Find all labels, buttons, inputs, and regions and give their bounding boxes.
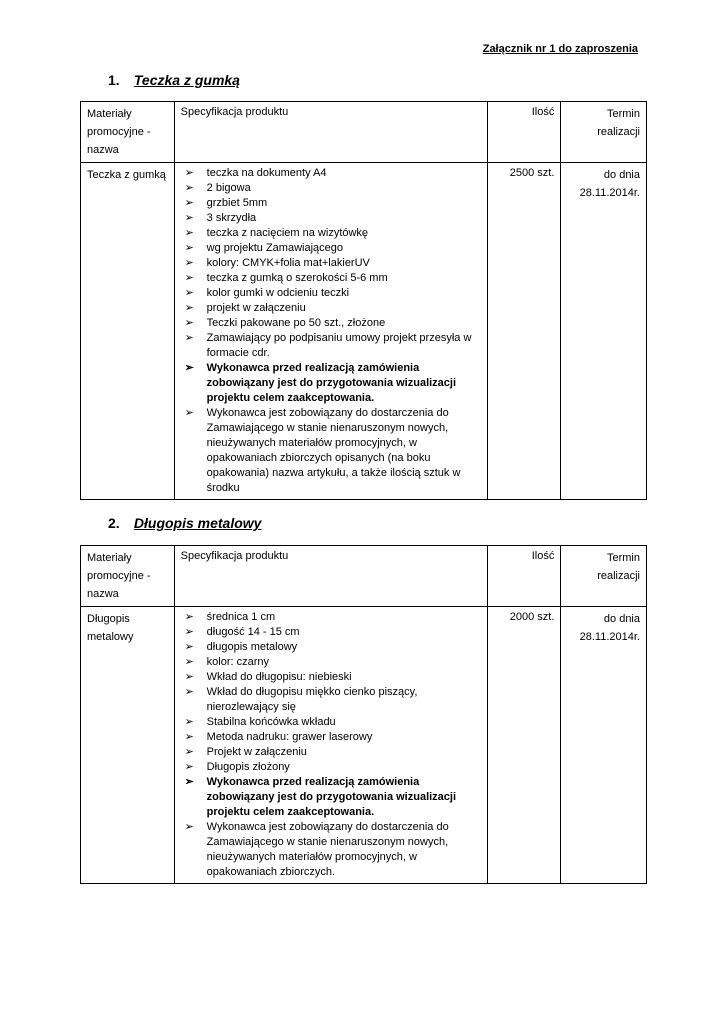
list-item [181, 610, 481, 625]
header-term-line: realizacji [597, 126, 640, 138]
spec-table-1 [80, 101, 647, 500]
product-qty-cell: 2500 szt. [487, 163, 561, 500]
list-item [181, 211, 481, 226]
list-item-text: Wykonawca przed realizacją zamówienia zobowiązany jest do przygotowania wizualizacji projektu celem zaakceptowania. [206, 776, 457, 818]
product-name-line: metalowy [87, 631, 134, 643]
arrowhead-bullet-icon: ➢ [184, 362, 194, 374]
table-header-row [81, 102, 647, 163]
header-spec-cell: Specyfikacja produktu [174, 102, 487, 163]
term-line: 28.11.2014r. [579, 187, 640, 199]
arrowhead-bullet-icon: ➢ [184, 776, 194, 788]
list-item-text: Zamawiający po podpisaniu umowy projekt przesyła w formacie cdr. [206, 332, 472, 359]
header-term-cell [561, 546, 647, 607]
list-item-text: kolor gumki w odcieniu teczki [206, 287, 350, 299]
list-item [181, 625, 481, 640]
arrowhead-bullet-icon: ➢ [184, 182, 194, 194]
section-heading-2 [108, 515, 261, 531]
table-row [81, 163, 647, 500]
section-title: Długopis metalowy [133, 515, 262, 531]
list-item-text: teczka z nacięciem na wizytówkę [206, 227, 369, 239]
header-name-cell [81, 546, 175, 607]
spec-table-2 [80, 545, 647, 884]
list-item [181, 256, 481, 271]
list-item-text: Wkład do długopisu: niebieski [206, 671, 352, 683]
arrowhead-bullet-icon: ➢ [184, 212, 194, 224]
attachment-label: Załącznik nr 1 do zaproszenia [482, 43, 638, 55]
list-item-text: Teczki pakowane po 50 szt., złożone [206, 317, 386, 329]
list-item-text: teczka z gumką o szerokości 5-6 mm [206, 272, 388, 284]
arrowhead-bullet-icon: ➢ [184, 746, 194, 758]
product-term-cell [561, 163, 647, 500]
arrowhead-bullet-icon: ➢ [184, 167, 194, 179]
list-item-text: teczka na dokumenty A4 [206, 167, 327, 179]
arrowhead-bullet-icon: ➢ [184, 611, 194, 623]
header-name-line: promocyjne - [87, 570, 151, 582]
arrowhead-bullet-icon: ➢ [184, 317, 194, 329]
term-line: 28.11.2014r. [579, 631, 640, 643]
arrowhead-bullet-icon: ➢ [184, 332, 194, 344]
header-name-line: nazwa [87, 144, 119, 156]
header-name-line: promocyjne - [87, 126, 151, 138]
header-term-line: realizacji [597, 570, 640, 582]
list-item [181, 271, 481, 286]
list-item [181, 760, 481, 775]
header-term-line: Termin [606, 552, 640, 564]
list-item [181, 745, 481, 760]
list-item-text: Projekt w załączeniu [206, 746, 307, 758]
arrowhead-bullet-icon: ➢ [184, 716, 194, 728]
list-item-text: Wykonawca jest zobowiązany do dostarczenia do Zamawiającego w stanie nienaruszonym nowych, nieużywanych materiałów promocyjnych, w opakowaniach zbiorczych opisanych (na boku opakowania) nazwa artykułu, a także ilością sztuk w środku [206, 407, 461, 494]
list-item-text: 3 skrzydła [206, 212, 257, 224]
arrowhead-bullet-icon: ➢ [184, 287, 194, 299]
header-name-line: Materiały [87, 552, 132, 564]
product-name-cell: Teczka z gumką [81, 163, 175, 500]
spec-list [181, 166, 481, 496]
list-item-text: grzbiet 5mm [206, 197, 268, 209]
arrowhead-bullet-icon: ➢ [184, 626, 194, 638]
arrowhead-bullet-icon: ➢ [184, 821, 194, 833]
product-qty-cell: 2000 szt. [487, 607, 561, 884]
arrowhead-bullet-icon: ➢ [184, 641, 194, 653]
list-item-text: Metoda nadruku: grawer laserowy [206, 731, 373, 743]
header-spec-cell: Specyfikacja produktu [174, 546, 487, 607]
header-name-line: Materiały [87, 108, 132, 120]
product-name-cell [81, 607, 175, 884]
spec-list [181, 610, 481, 880]
list-item [181, 685, 481, 715]
table-header-row [81, 546, 647, 607]
list-item-text: Długopis złożony [206, 761, 290, 773]
list-item-text: długopis metalowy [206, 641, 298, 653]
list-item [181, 196, 481, 211]
header-qty-cell: Ilość [487, 102, 561, 163]
arrowhead-bullet-icon: ➢ [184, 197, 194, 209]
list-item [181, 331, 481, 361]
list-item [181, 640, 481, 655]
list-item-text: średnica 1 cm [206, 611, 276, 623]
list-item [181, 226, 481, 241]
product-spec-cell [174, 607, 487, 884]
list-item [181, 715, 481, 730]
list-item [181, 166, 481, 181]
header-name-cell [81, 102, 175, 163]
list-item [181, 406, 481, 496]
arrowhead-bullet-icon: ➢ [184, 656, 194, 668]
list-item-text: Wykonawca jest zobowiązany do dostarczenia do Zamawiającego w stanie nienaruszonym nowych, nieużywanych materiałów promocyjnych, w opakowaniach zbiorczych. [206, 821, 449, 878]
list-item [181, 286, 481, 301]
arrowhead-bullet-icon: ➢ [184, 761, 194, 773]
term-line: do dnia [603, 169, 640, 181]
arrowhead-bullet-icon: ➢ [184, 302, 194, 314]
list-item-text: długość 14 - 15 cm [206, 626, 300, 638]
arrowhead-bullet-icon: ➢ [184, 686, 194, 698]
header-term-cell [561, 102, 647, 163]
list-item-text: projekt w załączeniu [206, 302, 306, 314]
arrowhead-bullet-icon: ➢ [184, 242, 194, 254]
list-item-text: wg projektu Zamawiającego [206, 242, 344, 254]
arrowhead-bullet-icon: ➢ [184, 731, 194, 743]
header-qty-cell: Ilość [487, 546, 561, 607]
list-item [181, 655, 481, 670]
list-item [181, 301, 481, 316]
section-title: Teczka z gumką [133, 72, 240, 88]
list-item [181, 316, 481, 331]
product-name-line: Długopis [87, 613, 130, 625]
table-row [81, 607, 647, 884]
list-item [181, 670, 481, 685]
list-item-text: Wykonawca przed realizacją zamówienia zobowiązany jest do przygotowania wizualizacji projektu celem zaakceptowania. [206, 362, 457, 404]
list-item [181, 181, 481, 196]
arrowhead-bullet-icon: ➢ [184, 227, 194, 239]
arrowhead-bullet-icon: ➢ [184, 272, 194, 284]
arrowhead-bullet-icon: ➢ [184, 671, 194, 683]
term-line: do dnia [603, 613, 640, 625]
header-term-line: Termin [606, 108, 640, 120]
product-term-cell [561, 607, 647, 884]
list-item-text: 2 bigowa [206, 182, 251, 194]
product-spec-cell [174, 163, 487, 500]
list-item-text: Stabilna końcówka wkładu [206, 716, 336, 728]
arrowhead-bullet-icon: ➢ [184, 257, 194, 269]
list-item-text: kolory: CMYK+folia mat+lakierUV [206, 257, 370, 269]
list-item-text: Wkład do długopisu miękko cienko piszący, nierozlewający się [206, 686, 418, 713]
list-item [181, 730, 481, 745]
section-heading-1 [108, 72, 240, 88]
list-item [181, 820, 481, 880]
section-number: 1. [108, 72, 120, 88]
list-item [181, 361, 481, 406]
section-number: 2. [108, 515, 120, 531]
list-item [181, 241, 481, 256]
header-name-line: nazwa [87, 588, 119, 600]
arrowhead-bullet-icon: ➢ [184, 407, 194, 419]
list-item-text: kolor: czarny [206, 656, 270, 668]
list-item [181, 775, 481, 820]
